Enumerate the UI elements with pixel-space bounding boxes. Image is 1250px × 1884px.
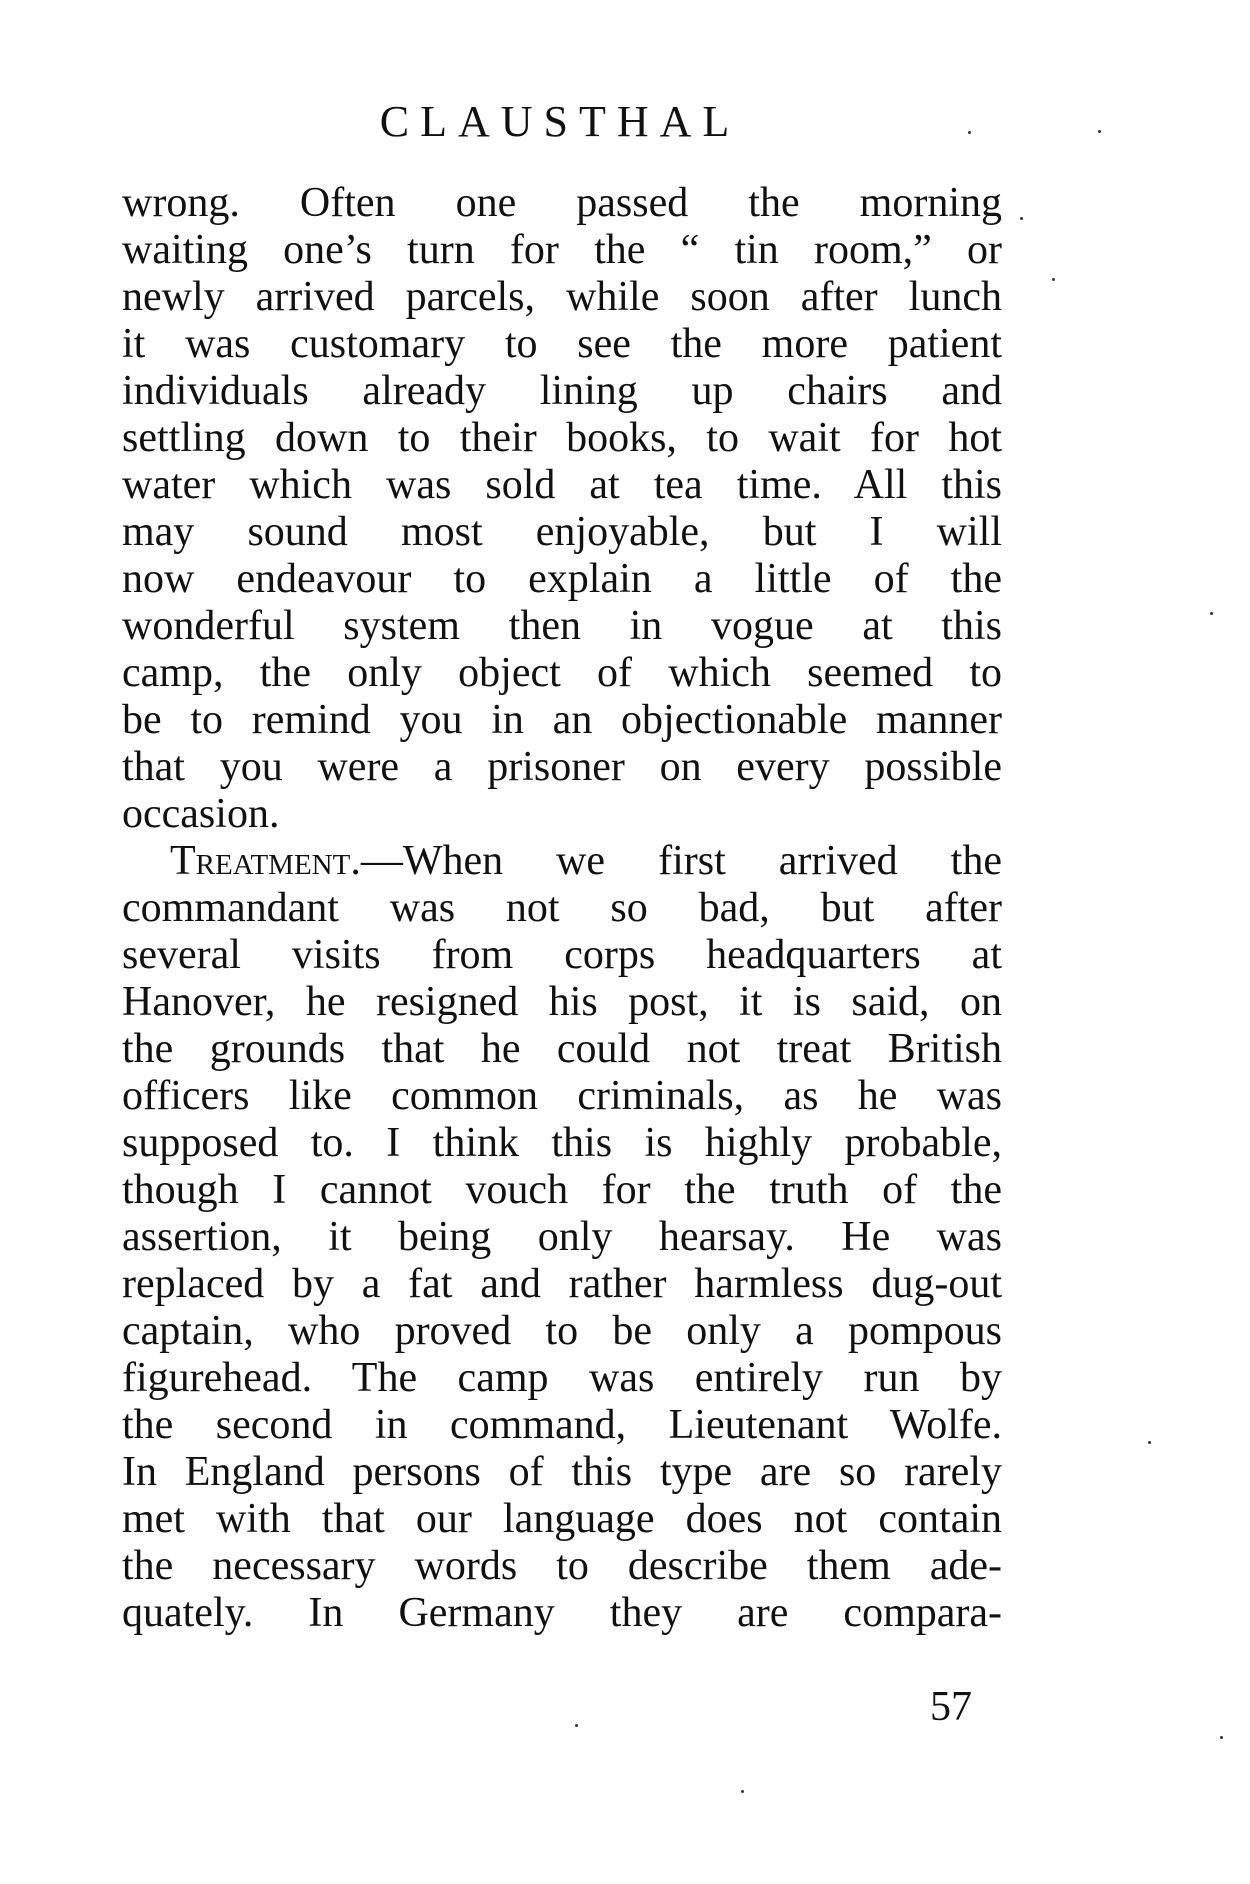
text-line: though I cannot vouch for the truth of the	[122, 1167, 1002, 1213]
text-line: now endeavour to explain a little of the	[122, 556, 1002, 602]
section-heading: Treatment.	[170, 838, 361, 884]
print-speck	[1220, 1736, 1223, 1739]
text-line: be to remind you in an objectionable manner	[122, 697, 1002, 743]
text-line: the second in command, Lieutenant Wolfe.	[122, 1402, 1002, 1448]
text-line: assertion, it being only hearsay. He was	[122, 1214, 1002, 1260]
text-line: may sound most enjoyable, but I will	[122, 509, 1002, 555]
page-number: 57	[930, 1684, 972, 1730]
body-text	[122, 180, 1002, 1637]
text-line: commandant was not so bad, but after	[122, 885, 1002, 931]
text-line: Hanover, he resigned his post, it is said, on	[122, 979, 1002, 1025]
text-line: replaced by a fat and rather harmless dug-out	[122, 1261, 1002, 1307]
text-line: quately. In Germany they are compara-	[122, 1590, 1002, 1636]
text-line: occasion.	[122, 791, 280, 837]
paragraph-first-line	[122, 838, 1002, 885]
text-line: camp, the only object of which seemed to	[122, 650, 1002, 696]
text-line: met with that our language does not contain	[122, 1496, 1002, 1542]
text-line: individuals already lining up chairs and	[122, 368, 1002, 414]
print-speck	[1020, 217, 1023, 220]
text-line: the necessary words to describe them ade-	[122, 1543, 1002, 1589]
running-head: CLAUSTHAL	[379, 97, 741, 146]
text-fragment: —When we first arrived the	[360, 838, 1002, 884]
text-line: In England persons of this type are so rarely	[122, 1449, 1002, 1495]
print-speck	[741, 1790, 744, 1793]
text-line: supposed to. I think this is highly probable,	[122, 1120, 1002, 1166]
text-line: newly arrived parcels, while soon after lunch	[122, 274, 1002, 320]
print-speck	[968, 131, 971, 134]
print-speck	[1098, 130, 1101, 133]
text-line: the grounds that he could not treat British	[122, 1026, 1002, 1072]
text-line: captain, who proved to be only a pompous	[122, 1308, 1002, 1354]
print-speck	[1052, 278, 1055, 281]
text-line: it was customary to see the more patient	[122, 321, 1002, 367]
text-line: that you were a prisoner on every possible	[122, 744, 1002, 790]
text-line: water which was sold at tea time. All this	[122, 462, 1002, 508]
text-line: wrong. Often one passed the morning	[122, 180, 1002, 226]
text-line: figurehead. The camp was entirely run by	[122, 1355, 1002, 1401]
text-line: settling down to their books, to wait for hot	[122, 415, 1002, 461]
text-line: several visits from corps headquarters at	[122, 932, 1002, 978]
print-speck	[1148, 1441, 1151, 1444]
text-line: wonderful system then in vogue at this	[122, 603, 1002, 649]
print-speck	[1210, 612, 1213, 615]
text-line: officers like common criminals, as he was	[122, 1073, 1002, 1119]
text-line: waiting one’s turn for the “ tin room,” or	[122, 227, 1002, 273]
print-speck	[575, 1724, 578, 1727]
